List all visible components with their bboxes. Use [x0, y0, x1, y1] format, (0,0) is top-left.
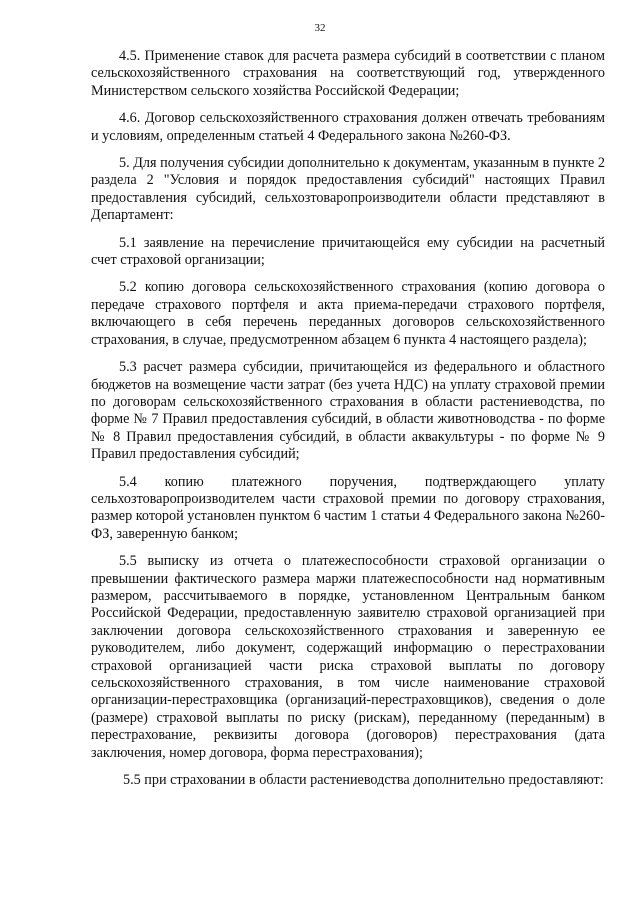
page-number: 32 [314, 22, 326, 34]
paragraph-5-4: 5.4 копию платежного поручения, подтверждающего уплату сельхозтоваропроизводителем части страховой премии по договору страхования, размер которой установлен пунктом 6 частим 1 статьи 4 Федерального закона №260-ФЗ, заверенную банком; [91, 473, 605, 542]
document-body [91, 48, 605, 799]
paragraph-5: 5. Для получения субсидии дополнительно к документам, указанным в пункте 2 раздела 2 "Условия и порядок предоставления субсидий" настоящих Правил предоставления субсидий, сельхозтоваропроизводители области представляют в Департамент: [91, 155, 605, 224]
paragraph-5-1: 5.1 заявление на перечисление причитающейся ему субсидии на расчетный счет страховой организации; [91, 234, 605, 269]
paragraph-5-3: 5.3 расчет размера субсидии, причитающейся из федерального и областного бюджетов на возмещение части затрат (без учета НДС) на уплату страховой премии по договорам сельскохозяйственного страхования в области растениеводства, по форме № 7 Правил предоставления субсидий, в области животноводства - по форме № 8 Правил предоставления субсидий, в области аквакультуры - по форме № 9 Правил предоставления субсидий; [91, 359, 605, 463]
paragraph-4-6: 4.6. Договор сельскохозяйственного страхования должен отвечать требованиям и условиям, определенным статьей 4 Федерального закона №260-ФЗ. [91, 110, 605, 144]
paragraph-4-5: 4.5. Применение ставок для расчета размера субсидий в соответствии с планом сельскохозяйственного страхования на соответствующий год, утвержденного Министерством сельского хозяйства Российской Федерации; [91, 48, 605, 99]
paragraph-5-5-crop-insurance: 5.5 при страховании в области растениеводства дополнительно предоставляют: [123, 772, 604, 789]
paragraph-5-5-statement: 5.5 выписку из отчета о платежеспособности страховой организации о превышении фактического размера маржи платежеспособности над нормативным размером, рассчитываемого в порядке, установленном Центральным банком Российской Федерации, предоставленную заявителю страховой организацией при заключении договора сельскохозяйственного страхования и заверенную ее руководителем, либо документ, содержащий информацию о перестраховании страховой организацией части риска страховой выплаты по договору сельскохозяйственного страхования, в том числе наименование страховой организации-перестраховщика (организаций-перестраховщиков), сведения о доле (размере) страховой выплаты по риску (рискам), переданному (переданным) в перестрахование, реквизиты договора (договоров) перестрахования (дата заключения, номер договора, форма перестрахования); [91, 553, 605, 761]
paragraph-5-2: 5.2 копию договора сельскохозяйственного страхования (копию договора о передаче страхового портфеля и акта приема-передачи страхового портфеля, включающего в себя перечень переданных договоров сельскохозяйственного страхования, в случае, предусмотренном абзацем 6 пункта 4 настоящего раздела); [91, 279, 605, 348]
